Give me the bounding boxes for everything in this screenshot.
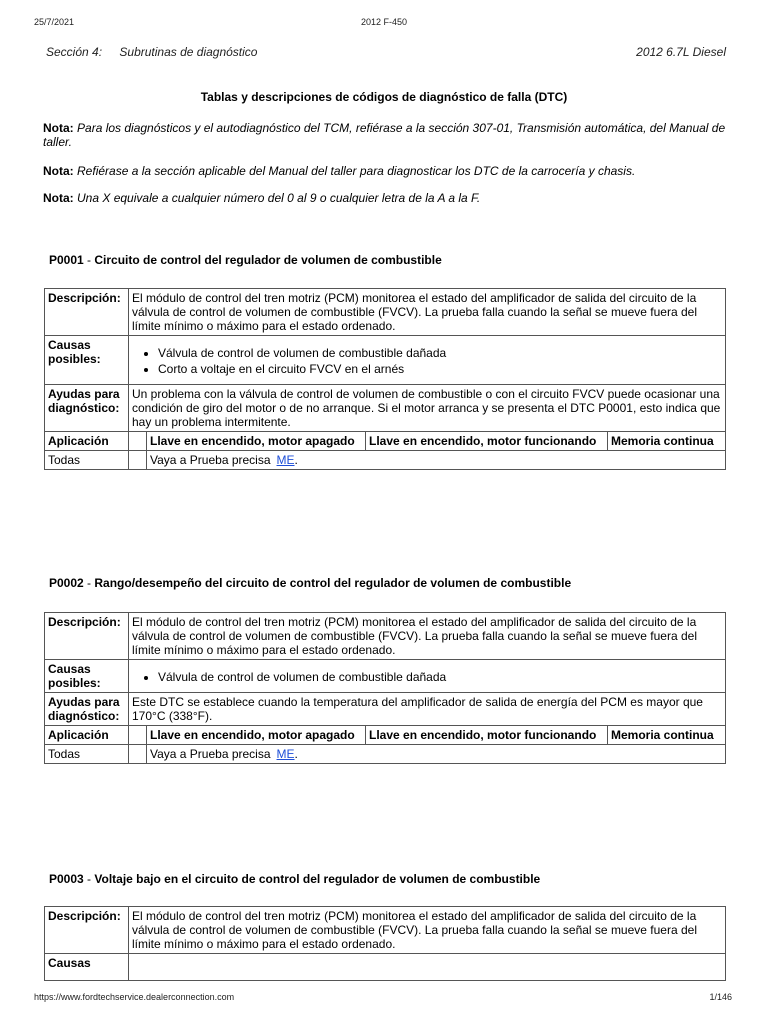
koeo-header: Llave en encendido, motor apagado [147, 432, 366, 451]
table-row [45, 907, 726, 954]
table-row [45, 693, 726, 726]
section-bar [46, 45, 726, 59]
application-header: Aplicación [45, 432, 129, 451]
table-row [45, 745, 726, 764]
description-label: Descripción: [45, 289, 129, 336]
description-label: Descripción: [45, 907, 129, 954]
note-label: Nota: [43, 164, 74, 178]
page-number: 1/146 [709, 992, 732, 1002]
dtc-title: Circuito de control del regulador de volumen de combustible [94, 253, 442, 267]
table-row [45, 289, 726, 336]
description-text: El módulo de control del tren motriz (PCM) monitorea el estado del amplificador de salida del circuito de la válvula de control de volumen de combustible (FVCV). La prueba falla cuando la señal se mueve fuera del límite mínimo o máximo para el estado ordenado. [129, 613, 726, 660]
dtc-table-p0001 [44, 288, 726, 470]
table-row [45, 451, 726, 470]
footer-url: https://www.fordtechservice.dealerconnection.com [34, 992, 235, 1002]
koer-header: Llave en encendido, motor funcionando [366, 432, 608, 451]
causes-cell [129, 954, 726, 981]
pinpoint-cell: Vaya a Prueba precisa ME. [147, 451, 726, 470]
section-number: Sección 4: [46, 45, 103, 59]
dtc-code: P0003 [49, 872, 84, 886]
pinpoint-cell: Vaya a Prueba precisa ME. [147, 745, 726, 764]
blank-cell [129, 745, 147, 764]
note-3 [43, 191, 733, 205]
description-text: El módulo de control del tren motriz (PCM) monitorea el estado del amplificador de salida del circuito de la válvula de control de volumen de combustible (FVCV). La prueba falla cuando la señal se mueve fuera del límite mínimo o máximo para el estado ordenado. [129, 289, 726, 336]
aids-text: Un problema con la válvula de control de volumen de combustible o con el circuito FVCV puede ocasionar una condición de giro del motor o de no arranque. Si el motor arranca y se presenta el DTC P0001, esto indica que hay un problema intermitente. [129, 385, 726, 432]
dtc-table-p0002 [44, 612, 726, 764]
causes-label: Causas posibles: [45, 336, 129, 385]
causes-cell [129, 660, 726, 693]
dtc-heading-p0001: P0001 - Circuito de control del regulador de volumen de combustible [49, 253, 442, 267]
note-2 [43, 164, 733, 178]
blank-cell [129, 432, 147, 451]
print-header-title: 2012 F-450 [360, 17, 408, 27]
page-title: Tablas y descripciones de códigos de diagnóstico de falla (DTC) [200, 90, 568, 104]
koeo-header: Llave en encendido, motor apagado [147, 726, 366, 745]
koer-header: Llave en encendido, motor funcionando [366, 726, 608, 745]
aids-text: Este DTC se establece cuando la temperatura del amplificador de salida de energía del PCM es mayor que 170°C (338°F). [129, 693, 726, 726]
note-text: Una X equivale a cualquier número del 0 al 9 o cualquier letra de la A a la F. [77, 191, 481, 205]
print-date: 25/7/2021 [34, 17, 75, 27]
dtc-title: Voltaje bajo en el circuito de control del regulador de volumen de combustible [94, 872, 541, 886]
description-text: El módulo de control del tren motriz (PCM) monitorea el estado del amplificador de salida del circuito de la válvula de control de volumen de combustible (FVCV). La prueba falla cuando la señal se mueve fuera del límite mínimo o máximo para el estado ordenado. [129, 907, 726, 954]
application-header: Aplicación [45, 726, 129, 745]
note-label: Nota: [43, 121, 74, 135]
table-row [45, 954, 726, 981]
note-text: Refiérase a la sección aplicable del Manual del taller para diagnosticar los DTC de la carrocería y chasis. [77, 164, 636, 178]
table-row [45, 726, 726, 745]
note-text: Para los diagnósticos y el autodiagnóstico del TCM, refiérase a la sección 307-01, Transmisión automática, del Manual de taller. [43, 121, 726, 149]
list-item: • Corto a voltaje en el circuito FVCV en el arnés [158, 362, 722, 376]
causes-cell [129, 336, 726, 385]
table-row [45, 613, 726, 660]
application-value: Todas [45, 745, 129, 764]
dtc-table-p0003 [44, 906, 726, 981]
dtc-title: Rango/desempeño del circuito de control del regulador de volumen de combustible [94, 576, 572, 590]
table-row [45, 432, 726, 451]
table-row [45, 336, 726, 385]
list-item: • Válvula de control de volumen de combustible dañada [158, 346, 722, 360]
dtc-heading-p0003: P0003 - Voltaje bajo en el circuito de control del regulador de volumen de combustible [49, 872, 541, 886]
pinpoint-test-link[interactable]: ME [276, 453, 295, 467]
cm-header: Memoria continua [608, 432, 726, 451]
table-row [45, 385, 726, 432]
causes-label: Causas posibles: [45, 660, 129, 693]
blank-cell [129, 451, 147, 470]
dtc-code: P0002 [49, 576, 84, 590]
causes-label: Causas [45, 954, 129, 981]
cm-header: Memoria continua [608, 726, 726, 745]
table-row [45, 660, 726, 693]
dtc-code: P0001 [49, 253, 84, 267]
application-value: Todas [45, 451, 129, 470]
aids-label: Ayudas para diagnóstico: [45, 693, 129, 726]
aids-label: Ayudas para diagnóstico: [45, 385, 129, 432]
blank-cell [129, 726, 147, 745]
pinpoint-test-link[interactable]: ME [276, 747, 295, 761]
dtc-heading-p0002: P0002 - Rango/desempeño del circuito de control del regulador de volumen de combustible [49, 576, 572, 590]
list-item: • Válvula de control de volumen de combustible dañada [158, 670, 722, 684]
description-label: Descripción: [45, 613, 129, 660]
section-name: Subrutinas de diagnóstico [119, 45, 258, 59]
note-label: Nota: [43, 191, 74, 205]
vehicle-engine: 2012 6.7L Diesel [636, 45, 726, 59]
note-1 [43, 121, 733, 149]
